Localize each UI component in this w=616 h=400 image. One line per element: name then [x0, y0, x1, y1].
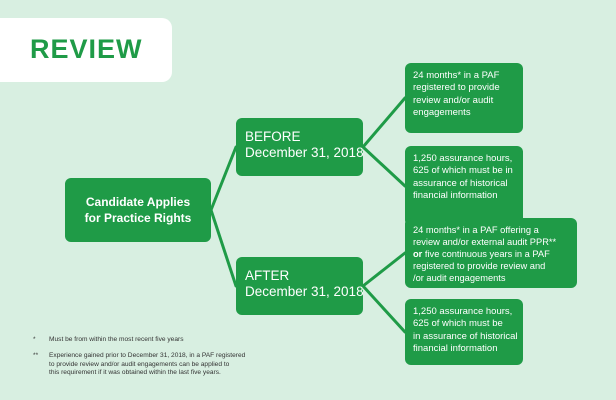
- connector-before-req1: [363, 98, 405, 147]
- connector-root-after: [211, 210, 236, 286]
- connector-before-req2: [363, 147, 405, 186]
- requirement-line: financial information: [413, 189, 498, 201]
- requirement-line: assurance of historical: [413, 177, 508, 189]
- root-label-line2: for Practice Rights: [84, 211, 192, 225]
- requirement-before-hours: [405, 146, 523, 226]
- footnote-text: this requirement if it was obtained within the last five years.: [49, 369, 221, 376]
- requirement-line-rest: five continuous years in a PAF: [422, 249, 550, 259]
- connector-root-before: [211, 147, 236, 210]
- after-node: [236, 257, 363, 315]
- requirement-line: review and/or audit: [413, 94, 494, 106]
- requirement-line: engagements: [413, 106, 471, 118]
- footnote-mark: **: [33, 352, 39, 359]
- requirement-after-hours: [405, 299, 523, 365]
- footnote-text: Must be from within the most recent five years: [49, 336, 184, 343]
- requirement-line: financial information: [413, 342, 498, 354]
- requirement-line: 24 months* in a PAF offering a: [413, 225, 539, 235]
- before-node: [236, 118, 363, 176]
- page-title: REVIEW: [30, 34, 143, 64]
- requirement-before-months: [405, 63, 523, 133]
- connector-after-req4: [363, 286, 405, 332]
- footnote-text-block: [49, 352, 245, 378]
- requirement-line: in assurance of historical: [413, 330, 518, 342]
- requirement-line: 625 of which must be: [413, 318, 503, 330]
- root-label-line1: Candidate Applies: [85, 195, 191, 209]
- footnote-mark: *: [33, 336, 36, 343]
- requirement-after-months: [405, 218, 577, 288]
- requirement-line: /or audit engagements: [413, 273, 506, 283]
- after-date: December 31, 2018: [245, 284, 364, 299]
- requirement-line: 625 of which must be in: [413, 165, 513, 177]
- before-date: December 31, 2018: [245, 145, 364, 160]
- requirement-line: registered to provide: [413, 82, 500, 94]
- footnote-text: to provide review and/or audit engagements can be applied to: [49, 360, 230, 368]
- candidate-applies-node: [65, 178, 211, 242]
- before-label: BEFORE: [245, 129, 301, 144]
- requirement-line: 24 months* in a PAF: [413, 70, 500, 81]
- footnote-text: Experience gained prior to December 31, 2018, in a PAF registered: [49, 352, 246, 359]
- requirement-line: 1,250 assurance hours,: [413, 153, 513, 164]
- requirement-line: review and/or external audit PPR**: [413, 237, 557, 247]
- requirement-line: registered to provide review and: [413, 261, 546, 271]
- requirement-line: [413, 248, 577, 260]
- connector-after-req3: [363, 253, 405, 286]
- after-label: AFTER: [245, 268, 290, 283]
- requirement-line: 1,250 assurance hours,: [413, 306, 513, 317]
- or-emphasis: or: [413, 249, 423, 259]
